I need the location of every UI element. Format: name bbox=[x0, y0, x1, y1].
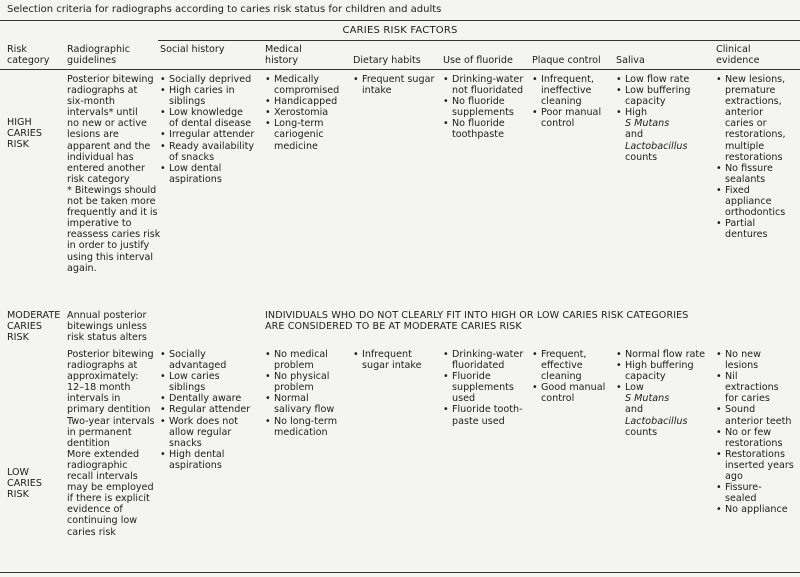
list-item: • Handicapped bbox=[265, 96, 339, 107]
high-medical-history-list bbox=[265, 74, 339, 152]
low-radiographic-guidelines: Posterior bitewing radiographs at approximately: 12–18 month intervals in primary dentition Two-year intervals in permanent dentition More extended radiographic recall intervals may be employed if there is explicit evidence of continuing low caries risk bbox=[67, 349, 155, 538]
list-item: • No fissure sealants bbox=[716, 163, 786, 185]
moderate-risk-label: MODERATE CARIES RISK bbox=[7, 310, 61, 344]
low-dietary-habits-list bbox=[353, 349, 422, 371]
list-item: • Frequent, effective cleaning bbox=[532, 349, 605, 382]
list-item: • No fluoride toothpaste bbox=[443, 118, 523, 140]
list-item: • No or few restorations bbox=[716, 427, 794, 449]
list-item: • Ready availability of snacks bbox=[160, 141, 254, 163]
high-radiographic-guidelines: Posterior bitewing radiographs at six-month intervals* until no new or active lesions are apparent and the individual has entered another risk category * Bitewings should not be taken more frequently and it is imperative to reassess caries risk in order to justify using this interval again. bbox=[67, 74, 161, 274]
header-use-of-fluoride: Use of fluoride bbox=[443, 55, 513, 66]
list-item: • Xerostomia bbox=[265, 107, 339, 118]
low-saliva-list bbox=[616, 349, 705, 438]
high-dietary-habits-list bbox=[353, 74, 434, 96]
header-plaque-control: Plaque control bbox=[532, 55, 601, 66]
high-use-of-fluoride-list bbox=[443, 74, 523, 141]
list-item: • Restorations inserted years ago bbox=[716, 449, 794, 482]
moderate-risk-note: INDIVIDUALS WHO DO NOT CLEARLY FIT INTO HIGH OR LOW CARIES RISK CATEGORIES ARE CONSIDERED TO BE AT MODERATE CARIES RISK bbox=[265, 310, 689, 333]
list-item: • Infrequent, ineffective cleaning bbox=[532, 74, 601, 107]
list-item: • Frequent sugar intake bbox=[353, 74, 434, 96]
list-item: • New lesions, premature extractions, anterior caries or restorations, multiple restorations bbox=[716, 74, 786, 163]
list-item: • Work does not allow regular snacks bbox=[160, 416, 250, 449]
list-item: • Low knowledge of dental disease bbox=[160, 107, 254, 129]
low-medical-history-list bbox=[265, 349, 337, 438]
list-item: • Irregular attender bbox=[160, 129, 254, 140]
list-item: • Drinking-water fluoridated bbox=[443, 349, 523, 371]
header-social-history: Social history bbox=[160, 44, 225, 55]
list-item: • Low S Mutans and Lactobacillus counts bbox=[616, 382, 705, 437]
list-item: • Low flow rate bbox=[616, 74, 690, 85]
bottom-rule bbox=[0, 572, 800, 573]
table-caption: Selection criteria for radiographs according to caries risk status for children and adults bbox=[7, 4, 442, 15]
list-item: • Fissure- sealed bbox=[716, 482, 794, 504]
list-item: • Socially advantaged bbox=[160, 349, 250, 371]
low-use-of-fluoride-list bbox=[443, 349, 523, 427]
list-item: • Fluoride tooth- paste used bbox=[443, 404, 523, 426]
high-risk-label: HIGH CARIES RISK bbox=[7, 117, 42, 151]
high-saliva-list bbox=[616, 74, 690, 163]
list-item: • No medical problem bbox=[265, 349, 337, 371]
list-item: • Sound anterior teeth bbox=[716, 404, 794, 426]
list-item: • Socially deprived bbox=[160, 74, 254, 85]
list-item: • High dental aspirations bbox=[160, 449, 250, 471]
list-item: • Nil extractions for caries bbox=[716, 371, 794, 404]
list-item: • Long-term cariogenic medicine bbox=[265, 118, 339, 151]
list-item: • Infrequent sugar intake bbox=[353, 349, 422, 371]
high-social-history-list bbox=[160, 74, 254, 185]
header-risk-category: Risk category bbox=[7, 44, 50, 67]
list-item: • No appliance bbox=[716, 504, 794, 515]
caries-risk-factors-heading: CARIES RISK FACTORS bbox=[342, 25, 458, 36]
list-item: • Fluoride supplements used bbox=[443, 371, 523, 404]
list-item: • No physical problem bbox=[265, 371, 337, 393]
high-plaque-control-list bbox=[532, 74, 601, 129]
list-item: • Dentally aware bbox=[160, 393, 250, 404]
list-item: • Low buffering capacity bbox=[616, 85, 690, 107]
factors-rule bbox=[158, 40, 800, 41]
list-item: • No new lesions bbox=[716, 349, 794, 371]
list-item: • No long-term medication bbox=[265, 416, 337, 438]
high-clinical-evidence-list bbox=[716, 74, 786, 240]
list-item: • Fixed appliance orthodontics bbox=[716, 185, 786, 218]
header-medical-history: Medical history bbox=[265, 44, 302, 67]
low-clinical-evidence-list bbox=[716, 349, 794, 515]
list-item: • Partial dentures bbox=[716, 218, 786, 240]
low-plaque-control-list bbox=[532, 349, 605, 404]
list-item: • Low dental aspirations bbox=[160, 163, 254, 185]
header-radiographic-guidelines: Radiographic guidelines bbox=[67, 44, 130, 67]
header-rule bbox=[0, 69, 800, 70]
list-item: • High buffering capacity bbox=[616, 360, 705, 382]
header-saliva: Saliva bbox=[616, 55, 645, 66]
list-item: • Good manual control bbox=[532, 382, 605, 404]
top-rule bbox=[0, 20, 800, 21]
low-social-history-list bbox=[160, 349, 250, 471]
list-item: • Normal salivary flow bbox=[265, 393, 337, 415]
moderate-radiographic-guidelines: Annual posterior bitewings unless risk status alters bbox=[67, 310, 147, 344]
list-item: • High S Mutans and Lactobacillus counts bbox=[616, 107, 690, 162]
list-item: • Drinking-water not fluoridated bbox=[443, 74, 523, 96]
list-item: • Poor manual control bbox=[532, 107, 601, 129]
list-item: • Low caries siblings bbox=[160, 371, 250, 393]
list-item: • Regular attender bbox=[160, 404, 250, 415]
list-item: • No fluoride supplements bbox=[443, 96, 523, 118]
low-risk-label: LOW CARIES RISK bbox=[7, 467, 42, 501]
header-dietary-habits: Dietary habits bbox=[353, 55, 421, 66]
header-clinical-evidence: Clinical evidence bbox=[716, 44, 760, 67]
list-item: • Medically compromised bbox=[265, 74, 339, 96]
list-item: • High caries in siblings bbox=[160, 85, 254, 107]
list-item: • Normal flow rate bbox=[616, 349, 705, 360]
